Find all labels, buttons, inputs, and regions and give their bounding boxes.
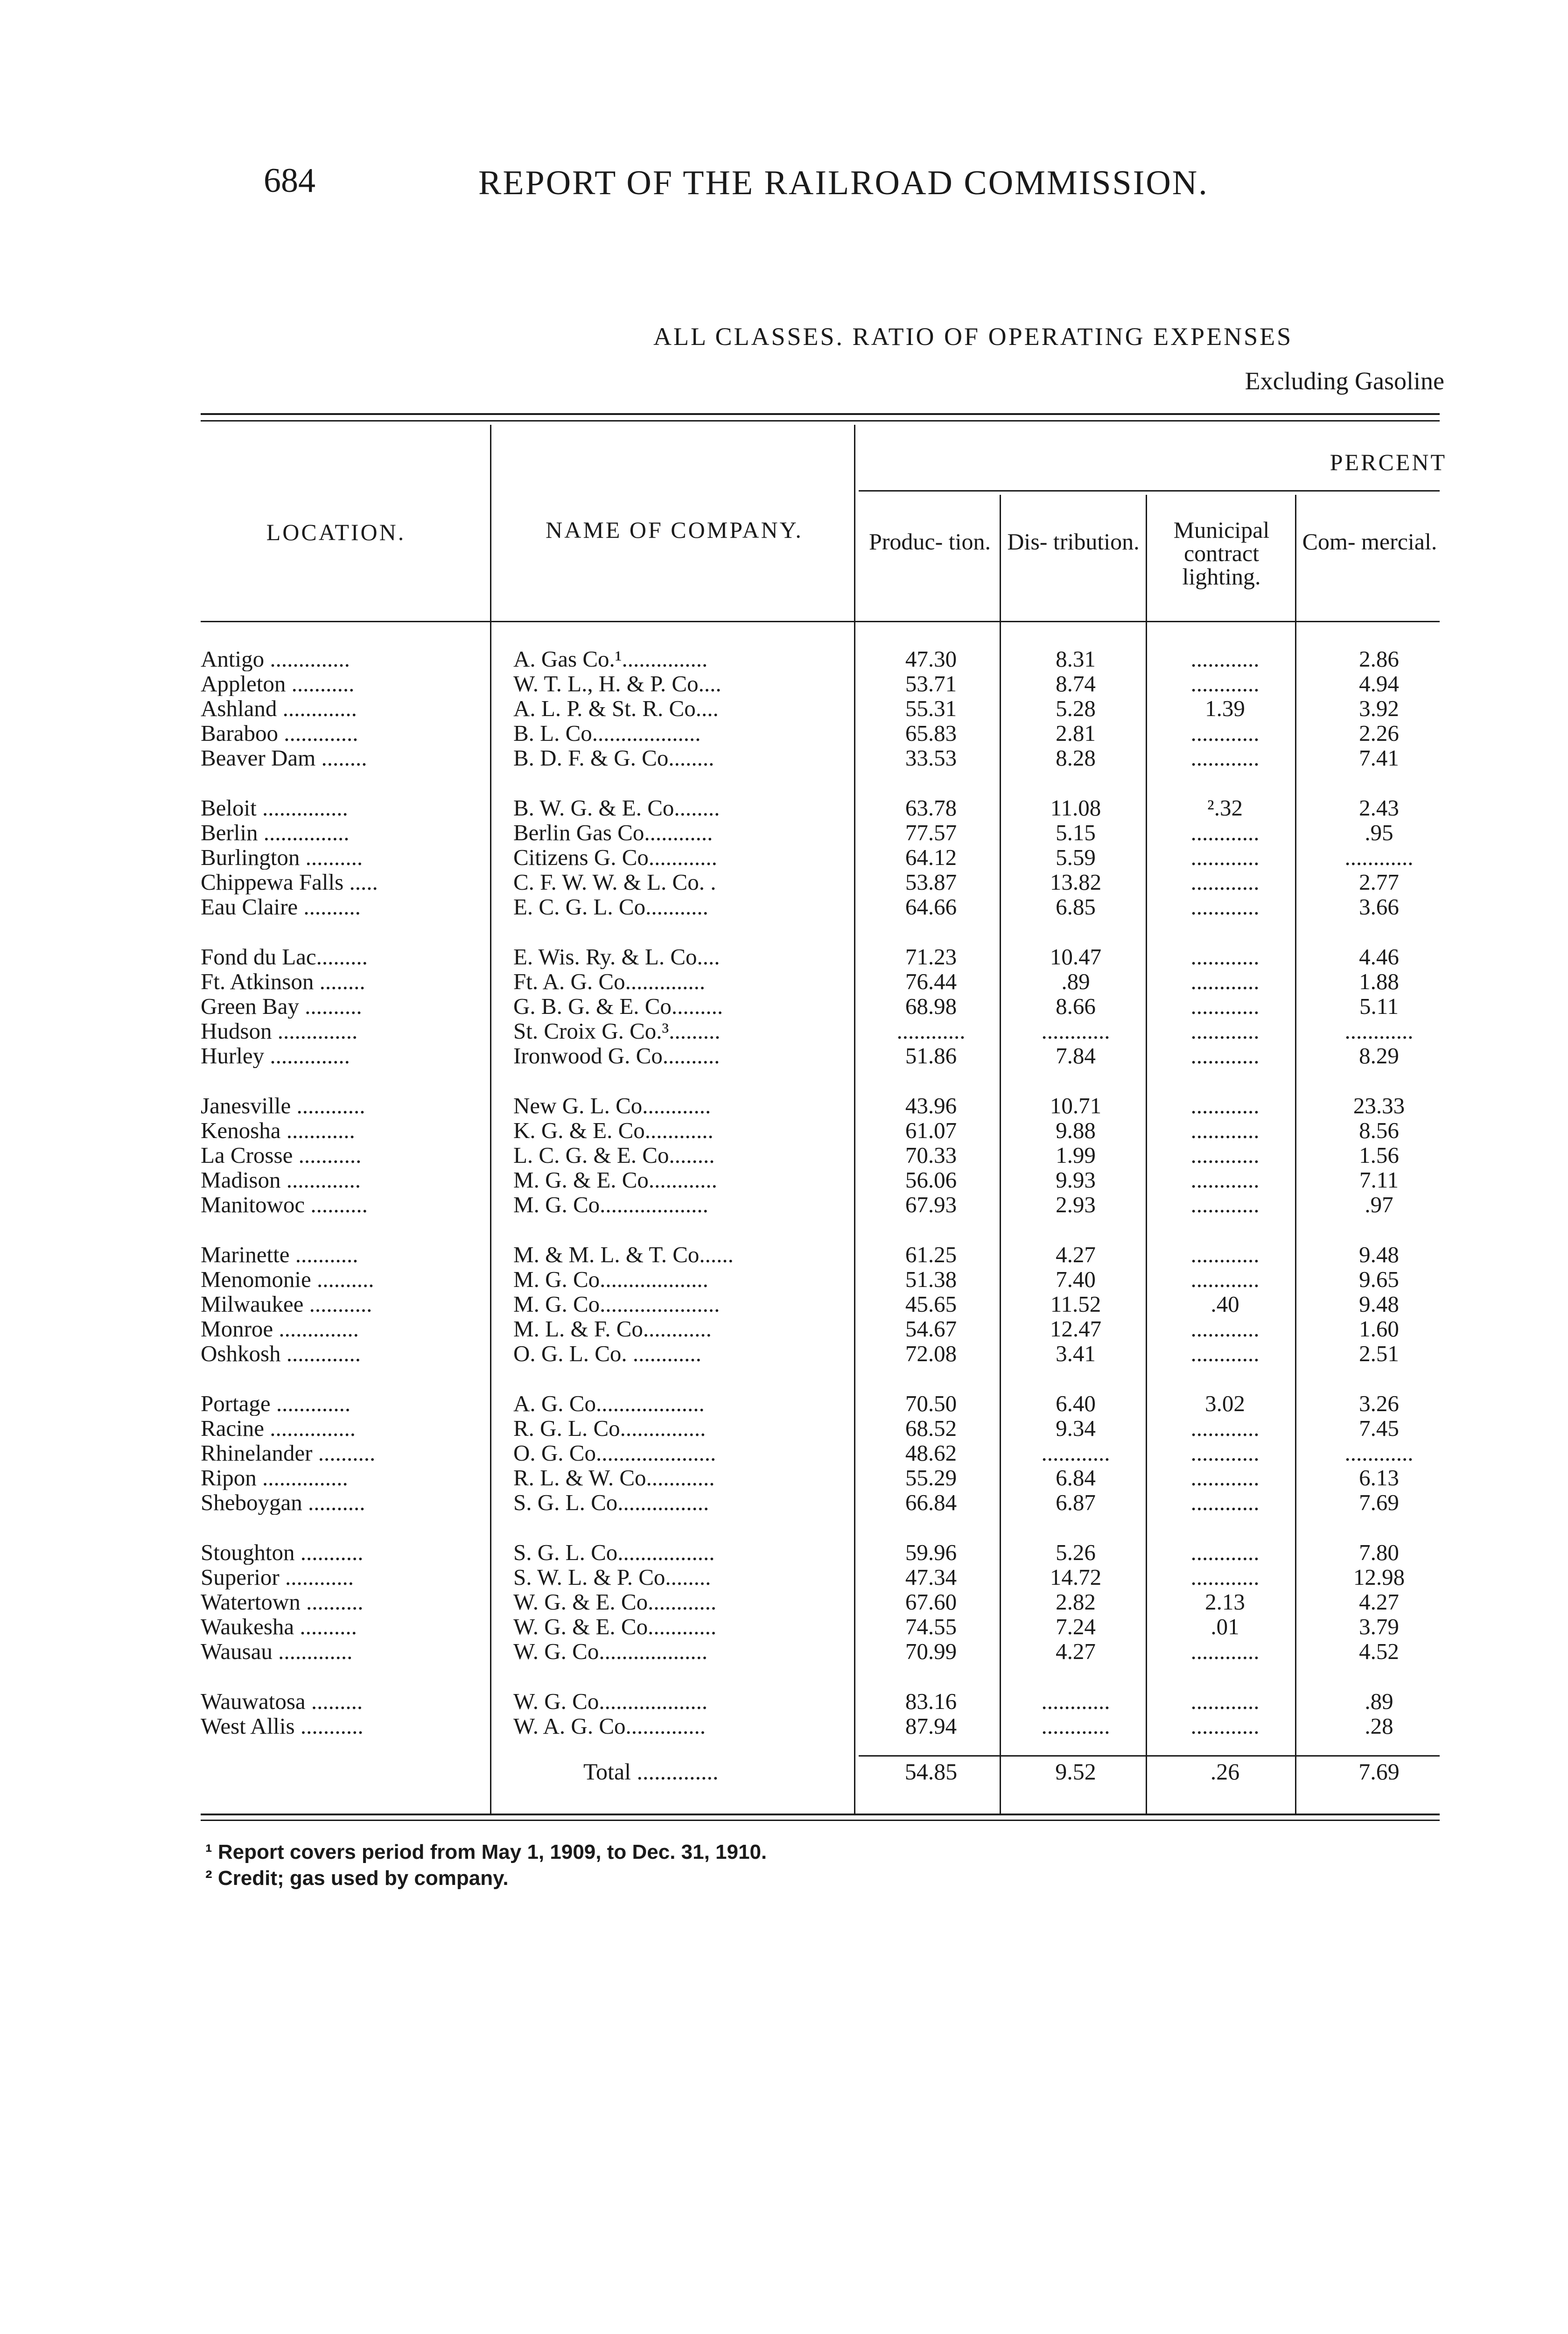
municipal-cell: ............	[1190, 1341, 1260, 1366]
production-cell: 68.52	[905, 1416, 957, 1441]
commercial-cell: 3.92	[1359, 696, 1399, 721]
distribution-cell: 8.66	[1056, 994, 1096, 1019]
header-commercial: Com- mercial.	[1302, 528, 1437, 555]
municipal-cell: ............	[1190, 671, 1260, 696]
production-cell: 63.78	[905, 795, 957, 820]
distribution-cell: 5.28	[1056, 696, 1096, 721]
production-cell: 47.30	[905, 647, 957, 671]
production-cell: 56.06	[905, 1167, 957, 1192]
production-cell: 43.96	[905, 1093, 957, 1118]
location-cell: Menomonie ..........	[201, 1267, 374, 1292]
company-cell: W. G. & E. Co............	[513, 1614, 717, 1639]
location-cell: Berlin ...............	[201, 820, 350, 845]
production-cell: 67.60	[905, 1589, 957, 1614]
location-cell: Oshkosh .............	[201, 1341, 361, 1366]
distribution-cell: 8.74	[1056, 671, 1096, 696]
company-cell: W. G. & E. Co............	[513, 1589, 717, 1614]
municipal-cell: ............	[1190, 1043, 1260, 1068]
location-cell: Racine ...............	[201, 1416, 356, 1441]
header-bottom-rule	[201, 621, 1440, 622]
municipal-cell: 3.02	[1205, 1391, 1245, 1416]
total-commercial: 7.69	[1358, 1758, 1400, 1785]
municipal-cell: ............	[1190, 1316, 1260, 1341]
commercial-cell: 9.48	[1359, 1292, 1399, 1316]
location-cell: La Crosse ...........	[201, 1143, 362, 1167]
company-cell: M. G. Co...................	[513, 1192, 708, 1217]
table-bottom-rule	[201, 1814, 1440, 1815]
production-cell: 53.71	[905, 671, 957, 696]
distribution-cell: ............	[1041, 1714, 1110, 1738]
municipal-cell: ............	[1190, 1192, 1260, 1217]
production-cell: 67.93	[905, 1192, 957, 1217]
location-cell: Sheboygan ..........	[201, 1490, 365, 1515]
production-cell: 61.07	[905, 1118, 957, 1143]
distribution-cell: 9.88	[1056, 1118, 1096, 1143]
production-cell: 51.86	[905, 1043, 957, 1068]
municipal-cell: ............	[1190, 845, 1260, 870]
table-bottom-rule-2	[201, 1820, 1440, 1821]
commercial-cell: 1.60	[1359, 1316, 1399, 1341]
company-cell: R. L. & W. Co............	[513, 1465, 715, 1490]
commercial-cell: ............	[1344, 1019, 1414, 1043]
municipal-cell: ².32	[1207, 795, 1243, 820]
municipal-cell: ............	[1190, 1540, 1260, 1565]
company-cell: M. G. Co...................	[513, 1267, 708, 1292]
location-cell: Watertown ..........	[201, 1589, 364, 1614]
production-cell: 83.16	[905, 1689, 957, 1714]
production-cell: 71.23	[905, 944, 957, 969]
municipal-cell: ............	[1190, 969, 1260, 994]
distribution-cell: 7.84	[1056, 1043, 1096, 1068]
distribution-cell: 11.08	[1050, 795, 1101, 820]
location-cell: Beloit ...............	[201, 795, 348, 820]
footnote-1: ¹ Report covers period from May 1, 1909, to Dec. 31, 1910.	[205, 1841, 767, 1863]
company-cell: L. C. G. & E. Co........	[513, 1143, 715, 1167]
distribution-cell: 10.71	[1050, 1093, 1102, 1118]
municipal-cell: ............	[1190, 721, 1260, 745]
municipal-cell: .40	[1211, 1292, 1239, 1316]
production-cell: 55.29	[905, 1465, 957, 1490]
location-cell: Burlington ..........	[201, 845, 363, 870]
municipal-cell: ............	[1190, 1490, 1260, 1515]
commercial-cell: 1.88	[1359, 969, 1399, 994]
distribution-cell: 6.40	[1056, 1391, 1096, 1416]
commercial-cell: 4.52	[1359, 1639, 1399, 1664]
municipal-cell: ............	[1190, 1416, 1260, 1441]
distribution-cell: 13.82	[1050, 870, 1102, 894]
company-cell: M. & M. L. & T. Co......	[513, 1242, 734, 1267]
company-cell: W. G. Co...................	[513, 1689, 708, 1714]
commercial-cell: .97	[1365, 1192, 1393, 1217]
percent-underline	[859, 490, 1440, 492]
company-cell: E. C. G. L. Co...........	[513, 894, 708, 919]
total-label: Total ..............	[583, 1758, 719, 1785]
location-cell: Green Bay ..........	[201, 994, 362, 1019]
table-subtitle: ALL CLASSES. RATIO OF OPERATING EXPENSES	[653, 323, 1293, 351]
municipal-cell: ............	[1190, 1465, 1260, 1490]
company-cell: B. D. F. & G. Co........	[513, 745, 714, 770]
col-divider-location	[490, 425, 491, 1814]
production-cell: 59.96	[905, 1540, 957, 1565]
commercial-cell: 2.77	[1359, 870, 1399, 894]
page-number: 684	[264, 162, 315, 200]
table-top-rule	[201, 413, 1440, 415]
commercial-cell: 1.56	[1359, 1143, 1399, 1167]
commercial-cell: 8.56	[1359, 1118, 1399, 1143]
company-cell: S. W. L. & P. Co........	[513, 1565, 711, 1589]
location-cell: Ft. Atkinson ........	[201, 969, 365, 994]
commercial-cell: 7.41	[1359, 745, 1399, 770]
total-municipal: .26	[1210, 1758, 1240, 1785]
company-cell: A. Gas Co.¹...............	[513, 647, 708, 671]
company-cell: O. G. Co.....................	[513, 1441, 716, 1465]
commercial-cell: 7.11	[1359, 1167, 1399, 1192]
footnotes	[205, 1839, 767, 1891]
company-cell: A. G. Co...................	[513, 1391, 705, 1416]
location-cell: Ripon ...............	[201, 1465, 348, 1490]
commercial-cell: 4.94	[1359, 671, 1399, 696]
company-cell: M. G. & E. Co............	[513, 1167, 717, 1192]
distribution-cell: 7.40	[1056, 1267, 1096, 1292]
distribution-cell: ............	[1041, 1019, 1110, 1043]
distribution-cell: 9.34	[1056, 1416, 1096, 1441]
commercial-cell: 4.46	[1359, 944, 1399, 969]
production-cell: 61.25	[905, 1242, 957, 1267]
commercial-cell: 9.65	[1359, 1267, 1399, 1292]
distribution-cell: .89	[1061, 969, 1090, 994]
production-cell: 54.67	[905, 1316, 957, 1341]
production-cell: 72.08	[905, 1341, 957, 1366]
production-cell: 33.53	[905, 745, 957, 770]
location-cell: Eau Claire ..........	[201, 894, 361, 919]
table-top-rule-2	[201, 420, 1440, 422]
production-cell: 87.94	[905, 1714, 957, 1738]
distribution-cell: 5.15	[1056, 820, 1096, 845]
commercial-cell: 9.48	[1359, 1242, 1399, 1267]
distribution-cell: ............	[1041, 1441, 1110, 1465]
location-cell: Janesville ............	[201, 1093, 365, 1118]
municipal-cell: ............	[1190, 1714, 1260, 1738]
company-cell: E. Wis. Ry. & L. Co....	[513, 944, 720, 969]
municipal-cell: ............	[1190, 1118, 1260, 1143]
distribution-cell: 9.93	[1056, 1167, 1096, 1192]
company-cell: A. L. P. & St. R. Co....	[513, 696, 719, 721]
municipal-cell: ............	[1190, 944, 1260, 969]
commercial-cell: 5.11	[1359, 994, 1399, 1019]
total-production: 54.85	[904, 1758, 958, 1785]
commercial-cell: 2.43	[1359, 795, 1399, 820]
production-cell: 47.34	[905, 1565, 957, 1589]
location-cell: Milwaukee ...........	[201, 1292, 372, 1316]
distribution-cell: 7.24	[1056, 1614, 1096, 1639]
company-cell: B. L. Co...................	[513, 721, 701, 745]
distribution-cell: 6.85	[1056, 894, 1096, 919]
distribution-cell: 1.99	[1056, 1143, 1096, 1167]
header-distribution: Dis- tribution.	[1007, 528, 1140, 555]
company-cell: Ironwood G. Co..........	[513, 1043, 720, 1068]
location-cell: Beaver Dam ........	[201, 745, 367, 770]
production-cell: 66.84	[905, 1490, 957, 1515]
commercial-cell: 7.80	[1359, 1540, 1399, 1565]
distribution-cell: 2.82	[1056, 1589, 1096, 1614]
distribution-cell: 3.41	[1056, 1341, 1096, 1366]
production-cell: 45.65	[905, 1292, 957, 1316]
company-cell: C. F. W. W. & L. Co. .	[513, 870, 716, 894]
footnote-2: ² Credit; gas used by company.	[205, 1867, 509, 1890]
municipal-cell: 2.13	[1205, 1589, 1245, 1614]
location-cell: Madison .............	[201, 1167, 361, 1192]
distribution-cell: 8.31	[1056, 647, 1096, 671]
distribution-cell: 10.47	[1050, 944, 1102, 969]
location-cell: Wauwatosa .........	[201, 1689, 363, 1714]
production-cell: 68.98	[905, 994, 957, 1019]
company-cell: S. G. L. Co.................	[513, 1540, 715, 1565]
total-top-rule	[859, 1755, 1440, 1757]
total-distribution: 9.52	[1055, 1758, 1096, 1785]
commercial-cell: 4.27	[1359, 1589, 1399, 1614]
commercial-cell: 12.98	[1353, 1565, 1405, 1589]
municipal-cell: ............	[1190, 1639, 1260, 1664]
total-row	[201, 1758, 1461, 1786]
header-percent: PERCENT	[1330, 449, 1447, 475]
distribution-cell: 11.52	[1050, 1292, 1101, 1316]
production-cell: 55.31	[905, 696, 957, 721]
distribution-cell: 8.28	[1056, 745, 1096, 770]
municipal-cell: ............	[1190, 1093, 1260, 1118]
company-cell: M. G. Co.....................	[513, 1292, 720, 1316]
location-cell: Marinette ...........	[201, 1242, 358, 1267]
location-cell: Rhinelander ..........	[201, 1441, 376, 1465]
distribution-cell: 2.93	[1056, 1192, 1096, 1217]
commercial-cell: .28	[1365, 1714, 1393, 1738]
production-cell: 77.57	[905, 820, 957, 845]
production-cell: 76.44	[905, 969, 957, 994]
municipal-cell: ............	[1190, 1565, 1260, 1589]
location-cell: Manitowoc ..........	[201, 1192, 368, 1217]
location-cell: Waukesha ..........	[201, 1614, 357, 1639]
distribution-cell: 4.27	[1056, 1639, 1096, 1664]
production-cell: 70.50	[905, 1391, 957, 1416]
company-cell: W. G. Co...................	[513, 1639, 708, 1664]
commercial-cell: 23.33	[1353, 1093, 1405, 1118]
production-cell: 48.62	[905, 1441, 957, 1465]
municipal-cell: ............	[1190, 745, 1260, 770]
municipal-cell: ............	[1190, 1242, 1260, 1267]
company-cell: G. B. G. & E. Co.........	[513, 994, 723, 1019]
location-cell: Hurley ..............	[201, 1043, 350, 1068]
municipal-cell: ............	[1190, 1143, 1260, 1167]
location-cell: West Allis ...........	[201, 1714, 364, 1738]
location-cell: Chippewa Falls .....	[201, 870, 378, 894]
company-cell: W. A. G. Co..............	[513, 1714, 706, 1738]
production-cell: 64.12	[905, 845, 957, 870]
commercial-cell: ............	[1344, 845, 1414, 870]
municipal-cell: ............	[1190, 1441, 1260, 1465]
company-cell: R. G. L. Co...............	[513, 1416, 706, 1441]
company-cell: K. G. & E. Co............	[513, 1118, 714, 1143]
distribution-cell: 6.87	[1056, 1490, 1096, 1515]
municipal-cell: 1.39	[1205, 696, 1245, 721]
company-cell: Citizens G. Co............	[513, 845, 717, 870]
production-cell: 74.55	[905, 1614, 957, 1639]
commercial-cell: 6.13	[1359, 1465, 1399, 1490]
location-cell: Appleton ...........	[201, 671, 355, 696]
company-cell: O. G. L. Co. ............	[513, 1341, 701, 1366]
municipal-cell: ............	[1190, 1689, 1260, 1714]
distribution-cell: 4.27	[1056, 1242, 1096, 1267]
distribution-cell: 14.72	[1050, 1565, 1102, 1589]
municipal-cell: ............	[1190, 1267, 1260, 1292]
company-cell: B. W. G. & E. Co........	[513, 795, 720, 820]
location-cell: Superior ............	[201, 1565, 354, 1589]
municipal-cell: ............	[1190, 1019, 1260, 1043]
commercial-cell: 7.69	[1359, 1490, 1399, 1515]
production-cell: 70.99	[905, 1639, 957, 1664]
header-location: LOCATION.	[266, 519, 406, 545]
location-cell: Stoughton ...........	[201, 1540, 364, 1565]
production-cell: 53.87	[905, 870, 957, 894]
distribution-cell: 5.59	[1056, 845, 1096, 870]
distribution-cell: 12.47	[1050, 1316, 1102, 1341]
commercial-cell: 2.26	[1359, 721, 1399, 745]
location-cell: Baraboo .............	[201, 721, 358, 745]
company-cell: W. T. L., H. & P. Co....	[513, 671, 721, 696]
table-subtitle-qualifier: Excluding Gasoline	[1245, 367, 1444, 395]
location-cell: Ashland .............	[201, 696, 357, 721]
municipal-cell: .01	[1211, 1614, 1239, 1639]
distribution-cell: 2.81	[1056, 721, 1096, 745]
municipal-cell: ............	[1190, 820, 1260, 845]
company-cell: Ft. A. G. Co..............	[513, 969, 706, 994]
commercial-cell: 3.66	[1359, 894, 1399, 919]
location-cell: Portage .............	[201, 1391, 351, 1416]
location-cell: Wausau .............	[201, 1639, 353, 1664]
company-cell: S. G. L. Co................	[513, 1490, 709, 1515]
company-cell: Berlin Gas Co............	[513, 820, 713, 845]
location-cell: Fond du Lac.........	[201, 944, 368, 969]
commercial-cell: 2.51	[1359, 1341, 1399, 1366]
production-cell: 70.33	[905, 1143, 957, 1167]
location-cell: Kenosha ............	[201, 1118, 355, 1143]
municipal-cell: ............	[1190, 1167, 1260, 1192]
municipal-cell: ............	[1190, 994, 1260, 1019]
company-cell: St. Croix G. Co.³.........	[513, 1019, 721, 1043]
municipal-cell: ............	[1190, 870, 1260, 894]
location-cell: Antigo ..............	[201, 647, 350, 671]
company-cell: New G. L. Co............	[513, 1093, 711, 1118]
company-cell: M. L. & F. Co............	[513, 1316, 712, 1341]
municipal-cell: ............	[1190, 894, 1260, 919]
commercial-cell: 2.86	[1359, 647, 1399, 671]
distribution-cell: 6.84	[1056, 1465, 1096, 1490]
location-cell: Hudson ..............	[201, 1019, 358, 1043]
commercial-cell: ............	[1344, 1441, 1414, 1465]
production-cell: ............	[896, 1019, 966, 1043]
location-cell: Monroe ..............	[201, 1316, 359, 1341]
production-cell: 64.66	[905, 894, 957, 919]
commercial-cell: .89	[1365, 1689, 1393, 1714]
municipal-cell: ............	[1190, 647, 1260, 671]
distribution-cell: ............	[1041, 1689, 1110, 1714]
commercial-cell: .95	[1365, 820, 1393, 845]
page-title: REPORT OF THE RAILROAD COMMISSION.	[478, 164, 1209, 202]
commercial-cell: 7.45	[1359, 1416, 1399, 1441]
production-cell: 65.83	[905, 721, 957, 745]
commercial-cell: 3.26	[1359, 1391, 1399, 1416]
header-municipal: Municipal contract lighting.	[1173, 517, 1270, 590]
commercial-cell: 8.29	[1359, 1043, 1399, 1068]
header-company: NAME OF COMPANY.	[546, 517, 803, 543]
header-production: Produc- tion.	[868, 528, 991, 555]
commercial-cell: 3.79	[1359, 1614, 1399, 1639]
distribution-cell: 5.26	[1056, 1540, 1096, 1565]
production-cell: 51.38	[905, 1267, 957, 1292]
